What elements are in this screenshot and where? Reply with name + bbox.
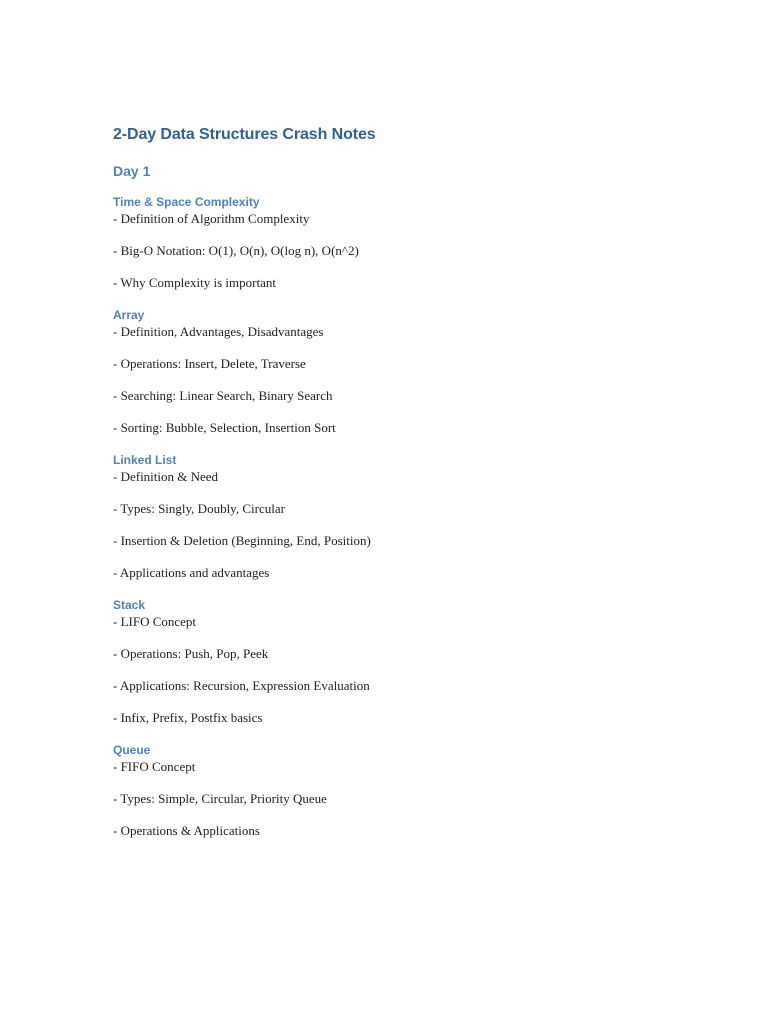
list-item: - Types: Simple, Circular, Priority Queue xyxy=(113,791,327,806)
day-heading: Day 1 xyxy=(113,163,151,179)
list-item: - Types: Singly, Doubly, Circular xyxy=(113,501,285,516)
list-item: - Operations: Insert, Delete, Traverse xyxy=(113,356,306,371)
section-heading: Linked List xyxy=(113,453,177,467)
list-item: - Insertion & Deletion (Beginning, End, Position) xyxy=(113,533,371,548)
list-item: - Definition of Algorithm Complexity xyxy=(113,211,310,226)
list-item: - Applications and advantages xyxy=(113,565,270,580)
list-item: - Why Complexity is important xyxy=(113,275,276,290)
section-array xyxy=(113,306,673,436)
document-title: 2-Day Data Structures Crash Notes xyxy=(113,126,376,143)
section-stack xyxy=(113,596,673,726)
section-heading: Array xyxy=(113,308,145,322)
section-heading: Time & Space Complexity xyxy=(113,195,260,209)
list-item: - Infix, Prefix, Postfix basics xyxy=(113,710,263,725)
list-item: - FIFO Concept xyxy=(113,759,196,774)
list-item: - Searching: Linear Search, Binary Search xyxy=(113,388,333,403)
section-queue xyxy=(113,741,673,839)
list-item: - Operations: Push, Pop, Peek xyxy=(113,646,269,661)
section-heading: Queue xyxy=(113,743,151,757)
list-item: - Big-O Notation: O(1), O(n), O(log n), O(n^2) xyxy=(113,243,359,258)
list-item: - LIFO Concept xyxy=(113,614,197,629)
section-linked-list xyxy=(113,451,673,581)
section-time-space-complexity xyxy=(113,193,673,291)
document-page xyxy=(113,124,673,839)
list-item: - Definition & Need xyxy=(113,469,219,484)
list-item: - Operations & Applications xyxy=(113,823,260,838)
list-item: - Applications: Recursion, Expression Evaluation xyxy=(113,678,370,693)
list-item: - Definition, Advantages, Disadvantages xyxy=(113,324,324,339)
list-item: - Sorting: Bubble, Selection, Insertion Sort xyxy=(113,420,336,435)
section-heading: Stack xyxy=(113,598,146,612)
